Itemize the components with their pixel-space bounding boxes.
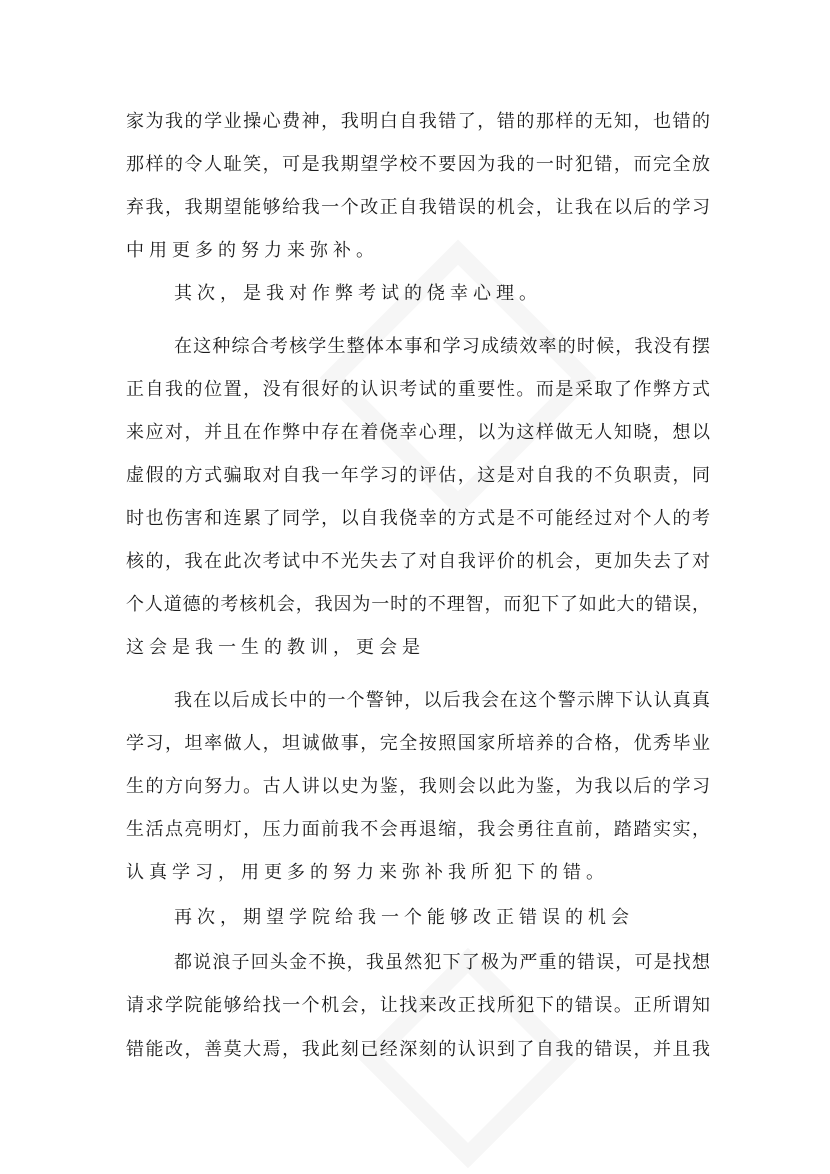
text-line: 时也伤害和连累了同学，以自我侥幸的方式是不可能经过对个人的考 — [126, 508, 710, 529]
text-line: 中用更多的努力来弥补。 — [126, 240, 379, 261]
text-line: 虚假的方式骗取对自我一年学习的评估，这是对自我的不负职责，同 — [126, 465, 710, 486]
section-heading: 其次，是我对作弊考试的侥幸心理。 — [174, 283, 542, 304]
text-line: 核的，我在此次考试中不光失去了对自我评价的机会，更加失去了对 — [126, 551, 710, 572]
text-line: 我在以后成长中的一个警钟，以后我会在这个警示牌下认认真真 — [174, 690, 710, 711]
text-line: 认真学习，用更多的努力来弥补我所犯下的错。 — [126, 862, 609, 883]
text-line: 弃我，我期望能够给我一个改正自我错误的机会，让我在以后的学习 — [126, 197, 710, 218]
text-line: 那样的令人耻笑，可是我期望学校不要因为我的一时犯错，而完全放 — [126, 154, 710, 175]
section-heading: 再次，期望学院给我一个能够改正错误的机会 — [174, 907, 634, 928]
text-line: 生活点亮明灯，压力面前我不会再退缩，我会勇往直前，踏踏实实， — [126, 819, 710, 840]
text-line: 家为我的学业操心费神，我明白自我错了，错的那样的无知，也错的 — [126, 111, 710, 132]
text-line: 请求学院能够给找一个机会，让找来改正找所犯下的错误。正所谓知 — [126, 995, 710, 1016]
text-line: 学习，坦率做人，坦诚做事，完全按照国家所培养的合格，优秀毕业 — [126, 733, 710, 754]
text-line: 个人道德的考核机会，我因为一时的不理智，而犯下了如此大的错误， — [126, 594, 710, 615]
text-line: 正自我的位置，没有很好的认识考试的重要性。而是采取了作弊方式 — [126, 379, 710, 400]
text-line: 错能改，善莫大焉，我此刻已经深刻的认识到了自我的错误，并且我 — [126, 1039, 710, 1060]
text-line: 在这种综合考核学生整体本事和学习成绩效率的时候，我没有摆 — [174, 336, 710, 357]
text-line: 都说浪子回头金不换，我虽然犯下了极为严重的错误，可是找想 — [174, 952, 710, 973]
text-line: 生的方向努力。古人讲以史为鉴，我则会以此为鉴，为我以后的学习 — [126, 776, 710, 797]
text-line: 这会是我一生的教训，更会是 — [126, 637, 425, 658]
text-line: 来应对，并且在作弊中存在着侥幸心理，以为这样做无人知晓，想以 — [126, 422, 710, 443]
